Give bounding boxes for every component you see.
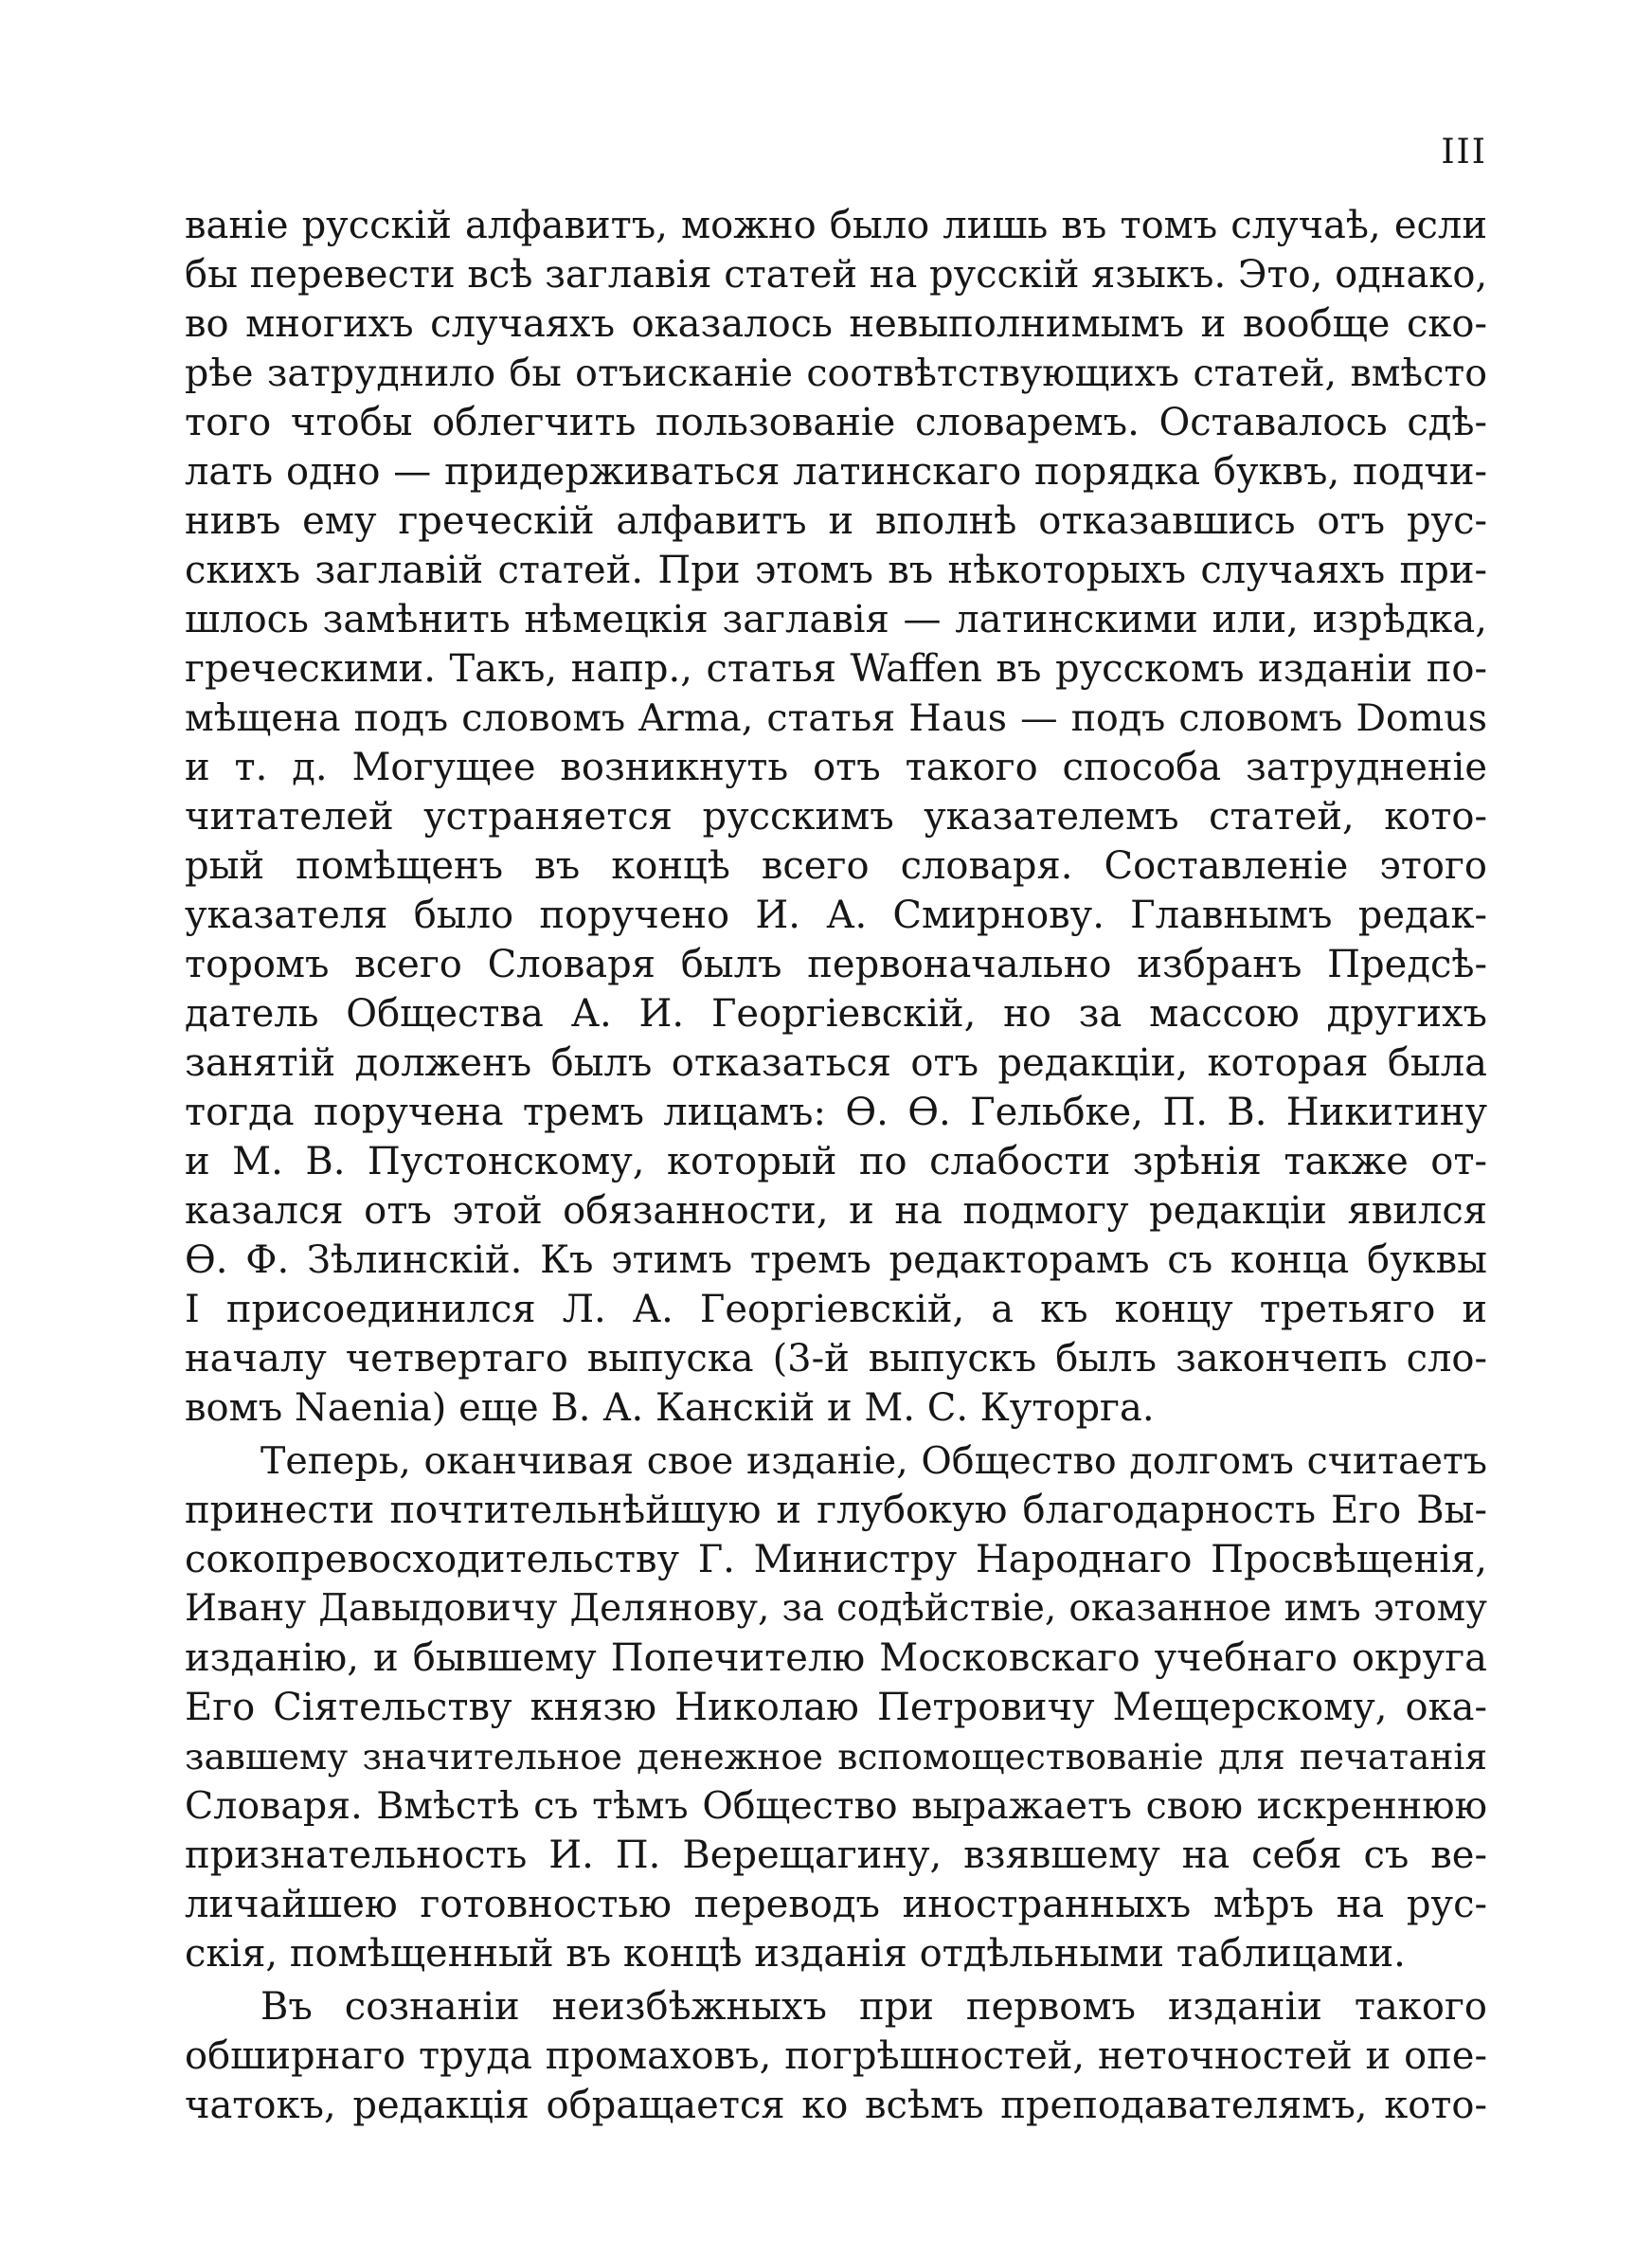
text-line: рѣе затруднило бы отъисканіе соотвѣтствующихъ статей, вмѣсто	[185, 352, 1487, 395]
text-line: Словаря. Вмѣстѣ съ тѣмъ Общество выражаетъ свою искреннюю	[185, 1784, 1487, 1828]
text-line: того чтобы облегчить пользованіе словаремъ. Оставалось сдѣ-	[185, 401, 1487, 444]
text-line: указателя было поручено И. А. Смирнову. Главнымъ редак-	[185, 894, 1487, 937]
text-line: лать одно — придерживаться латинскаго порядка буквъ, подчи-	[185, 450, 1487, 494]
text-line: греческими. Такъ, напр., статья Waffen въ русскомъ изданіи по-	[185, 647, 1487, 691]
paragraph-2	[185, 1436, 1487, 1978]
text-line: Ивану Давыдовичу Делянову, за содѣйствіе, оказанное имъ этому	[185, 1587, 1487, 1630]
text-line: Ѳ. Ф. Зѣлинскій. Къ этимъ тремъ редакторамъ съ конца буквы	[185, 1238, 1487, 1282]
text-line: торомъ всего Словаря былъ первоначально избранъ Предсѣ-	[185, 943, 1487, 986]
text-line: принести почтительнѣйшую и глубокую благодарность Его Вы-	[185, 1489, 1487, 1532]
text-line: казался отъ этой обязанности, и на подмогу редакціи явился	[185, 1189, 1487, 1233]
text-line: датель Общества А. И. Георгіевскій, но за массою другихъ	[185, 992, 1487, 1036]
text-line: обширнаго труда промаховъ, погрѣшностей, неточностей и опе-	[185, 2034, 1487, 2078]
text-line: I присоединился Л. А. Георгіевскій, а къ концу третьяго и	[185, 1288, 1487, 1331]
text-line: личайшею готовностью переводъ иностранныхъ мѣръ на рус-	[185, 1883, 1487, 1926]
text-line: изданію, и бывшему Попечителю Московскаго учебнаго округа	[185, 1636, 1487, 1680]
text-line: мѣщена подъ словомъ Arma, статья Haus — подъ словомъ Domus	[185, 696, 1487, 740]
text-line: вомъ Naenia) еще В. А. Канскій и М. С. Куторга.	[185, 1386, 1155, 1430]
text-line: тогда поручена тремъ лицамъ: Ѳ. Ѳ. Гельбке, П. В. Никитину	[185, 1091, 1487, 1134]
text-line: бы перевести всѣ заглавія статей на русскій языкъ. Это, однако,	[185, 253, 1487, 297]
text-line: завшему значительное денежное вспомоществованіе для печатанія	[185, 1736, 1487, 1778]
text-line: признательность И. П. Верещагину, взявшему на себя съ ве-	[185, 1833, 1487, 1877]
text-line: началу четвертаго выпуска (3-й выпускъ былъ закончепъ сло-	[185, 1337, 1487, 1381]
text-line: ваніе русскій алфавитъ, можно было лишь въ томъ случаѣ, если	[185, 204, 1487, 247]
text-line: читателей устраняется русскимъ указателемъ статей, кото-	[185, 795, 1487, 839]
text-line: Его Сіятельству князю Николаю Петровичу Мещерскому, ока-	[185, 1686, 1487, 1729]
paragraph-1	[185, 201, 1487, 1433]
text-line: во многихъ случаяхъ оказалось невыполнимымъ и вообще ско-	[185, 302, 1487, 346]
text-line: Въ сознаніи неизбѣжныхъ при первомъ изданіи такого	[260, 1985, 1487, 2029]
text-line: чатокъ, редакція обращается ко всѣмъ преподавателямъ, кото-	[185, 2084, 1487, 2127]
text-line: нивъ ему греческій алфавитъ и вполнѣ отказавшись отъ рус-	[185, 499, 1487, 543]
text-line: Теперь, оканчивая свое изданіе, Общество долгомъ считаетъ	[260, 1439, 1487, 1483]
text-line: рый помѣщенъ въ концѣ всего словаря. Составленіе этого	[185, 844, 1487, 888]
text-line: сокопревосходительству Г. Министру Народнаго Просвѣщенія,	[185, 1538, 1487, 1581]
paragraph-3	[185, 1982, 1487, 2130]
text-line: скихъ заглавій статей. При этомъ въ нѣкоторыхъ случаяхъ при-	[185, 549, 1487, 592]
text-line: и т. д. Могущее возникнуть отъ такого способа затрудненіе	[185, 746, 1487, 789]
page-number: III	[1441, 133, 1487, 172]
body-text	[185, 201, 1487, 2130]
text-line: занятій долженъ былъ отказаться отъ редакціи, которая была	[185, 1041, 1487, 1085]
text-line: шлось замѣнить нѣмецкія заглавія — латинскими или, изрѣдка,	[185, 598, 1487, 641]
text-line: скія, помѣщенный въ концѣ изданія отдѣльными таблицами.	[185, 1932, 1406, 1976]
text-line: и М. В. Пустонскому, который по слабости зрѣнія также от-	[185, 1140, 1487, 1183]
